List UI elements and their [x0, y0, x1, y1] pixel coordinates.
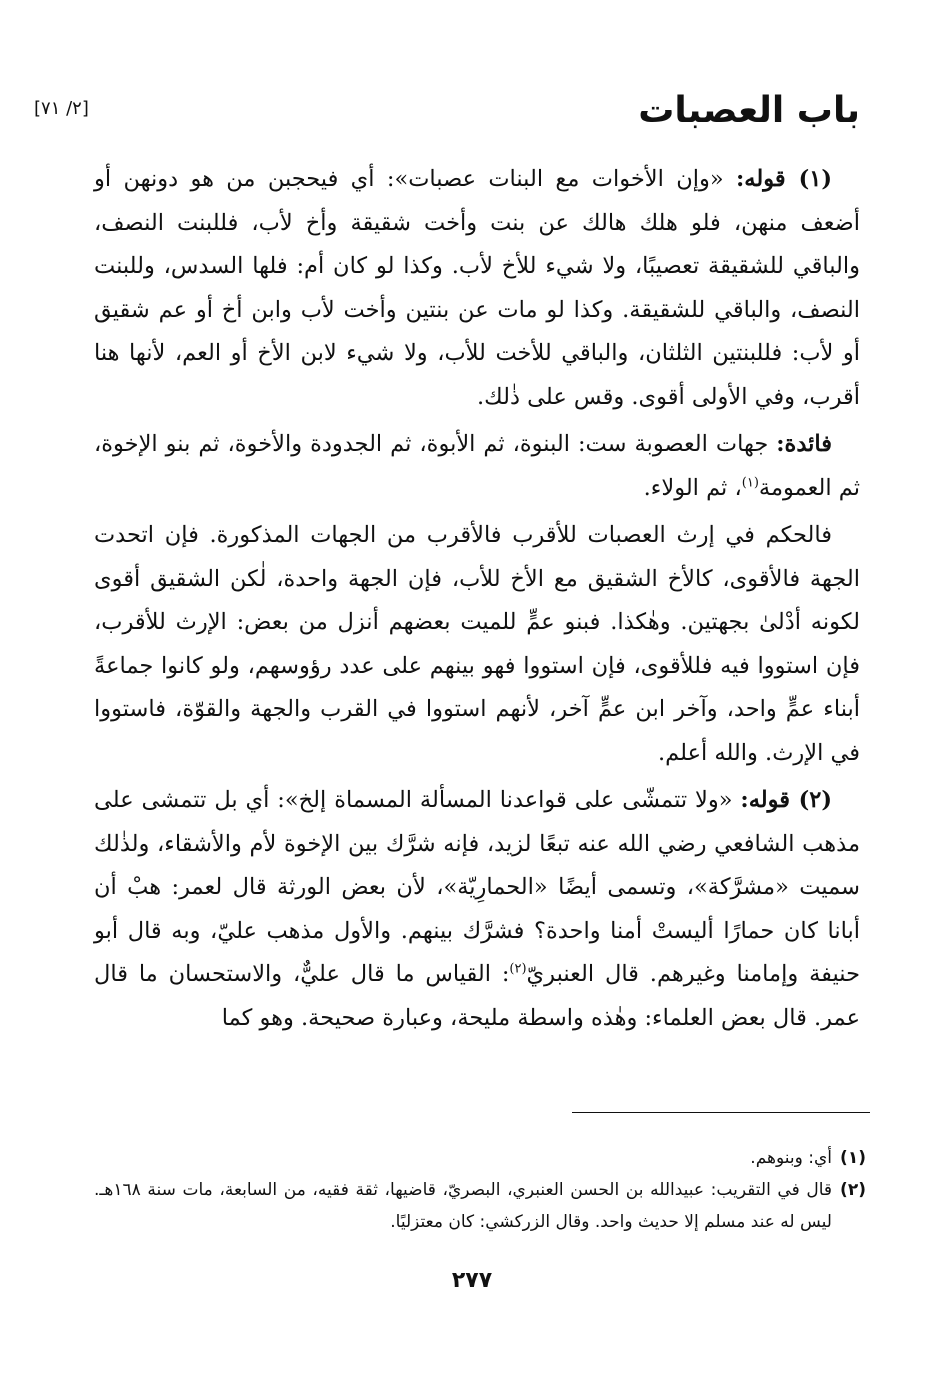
paragraph-tail: ، ثم الولاء. — [643, 474, 742, 501]
footnote-marker[interactable]: (٢) — [509, 961, 527, 977]
paragraph-2 — [94, 423, 860, 510]
paragraph-lead: (١) قوله: — [735, 166, 832, 192]
footnote-text: أي: وبنوهم. — [750, 1148, 832, 1168]
footnote-marker[interactable]: (١) — [741, 475, 759, 490]
page-title: باب العصبات — [638, 90, 860, 131]
volume-page-reference: [٢/ ٧١] — [34, 98, 89, 119]
paragraph-text: «وإن الأخوات مع البنات عصبات»: أي فيحجبن من هو دونهن أو أضعف منهن، فلو هلك هالك عن بنت وأخت شقيقة وأخ لأب، فللبنت النصف، والباقي للشقيقة تعصيبًا، ولا شيء للأخ لأب. وكذا لو كان أم: فلها السدس، وللبنت النصف، والباقي للشقيقة. وكذا لو مات عن بنتين وأخت لأب وابن أخ أو عم شقيق أو لأب: فللبنتين الثلثان، والباقي للأخت للأب، ولا شيء لابن الأخ أو العم، لأنها هنا أقرب، وفي الأولى أقوى. وقس على ذٰلك. — [94, 166, 860, 410]
footnote-divider — [572, 1112, 870, 1113]
page-number: ٢٧٧ — [451, 1268, 493, 1293]
paragraph-1 — [94, 158, 860, 419]
paragraph-text: فالحكم في إرث العصبات للأقرب فالأقرب من الجهات المذكورة. فإن اتحدت الجهة فالأقوى، كالأخ الشقيق مع الأخ للأب، فإن الجهة واحدة، لٰكن الشقيق أقوى لكونه أدْلىٰ بجهتين. وهٰكذا. فبنو عمٍّ للميت بعضهم أنزل من بعض: الإرث للأقرب، فإن استووا فيه فللأقوى، فإن استووا فهو بينهم على عدد رؤوسهم، ولو كانوا جماعةً أبناء عمٍّ واحد، وآخر ابن عمٍّ آخر، لأنهم استووا في القرب والجهة والقوّة، فاستووا في الإرث. والله أعلم. — [94, 522, 860, 766]
footnote-number: (٢) — [840, 1180, 866, 1200]
footnote-1 — [94, 1142, 866, 1174]
page-header — [34, 86, 860, 136]
main-text — [94, 158, 860, 1044]
paragraph-text: جهات العصوبة ست: البنوة، ثم الأبوة، ثم الجدودة والأخوة، ثم بنو الإخوة، ثم العمومة — [94, 431, 860, 501]
footnote-number: (١) — [840, 1148, 866, 1168]
paragraph-text: «ولا تتمشّى على قواعدنا المسألة المسماة إلخ»: أي بل تتمشى على مذهب الشافعي رضي الله عنه تبعًا لزيد، فإنه شرَّك بين الإخوة لأم والأشقاء، ولذٰلك سميت «مشرَّكة»، وتسمى أيضًا «الحمارِيّة»، لأن بعض الورثة قال لعمر: هبْ أن أبانا كان حمارًا أليستْ أمنا واحدة؟ فشرَّك بينهم. والأول مذهب عليّ، وبه قال أبو حنيفة وإمامنا وغيرهم. قال العنبريّ — [94, 787, 860, 987]
footnote-text: قال في التقريب: عبيدالله بن الحسن العنبري، البصريّ، قاضيها، ثقة فقيه، من السابعة، مات سنة ١٦٨هـ. ليس له عند مسلم إلا حديث واحد. وقال الزركشي: كان معتزليًا. — [94, 1180, 832, 1232]
footnote-2 — [94, 1174, 866, 1238]
paragraph-tail: : القياس ما قال عليٌّ، والاستحسان ما قال عمر. قال بعض العلماء: وهٰذه واسطة مليحة، وعبارة صحيحة. وهو كما — [94, 961, 860, 1031]
paragraph-3 — [94, 514, 860, 775]
footnotes — [94, 1142, 866, 1238]
paragraph-lead: فائدة: — [776, 431, 832, 457]
paragraph-lead: (٢) قوله: — [740, 787, 832, 813]
paragraph-4 — [94, 779, 860, 1040]
